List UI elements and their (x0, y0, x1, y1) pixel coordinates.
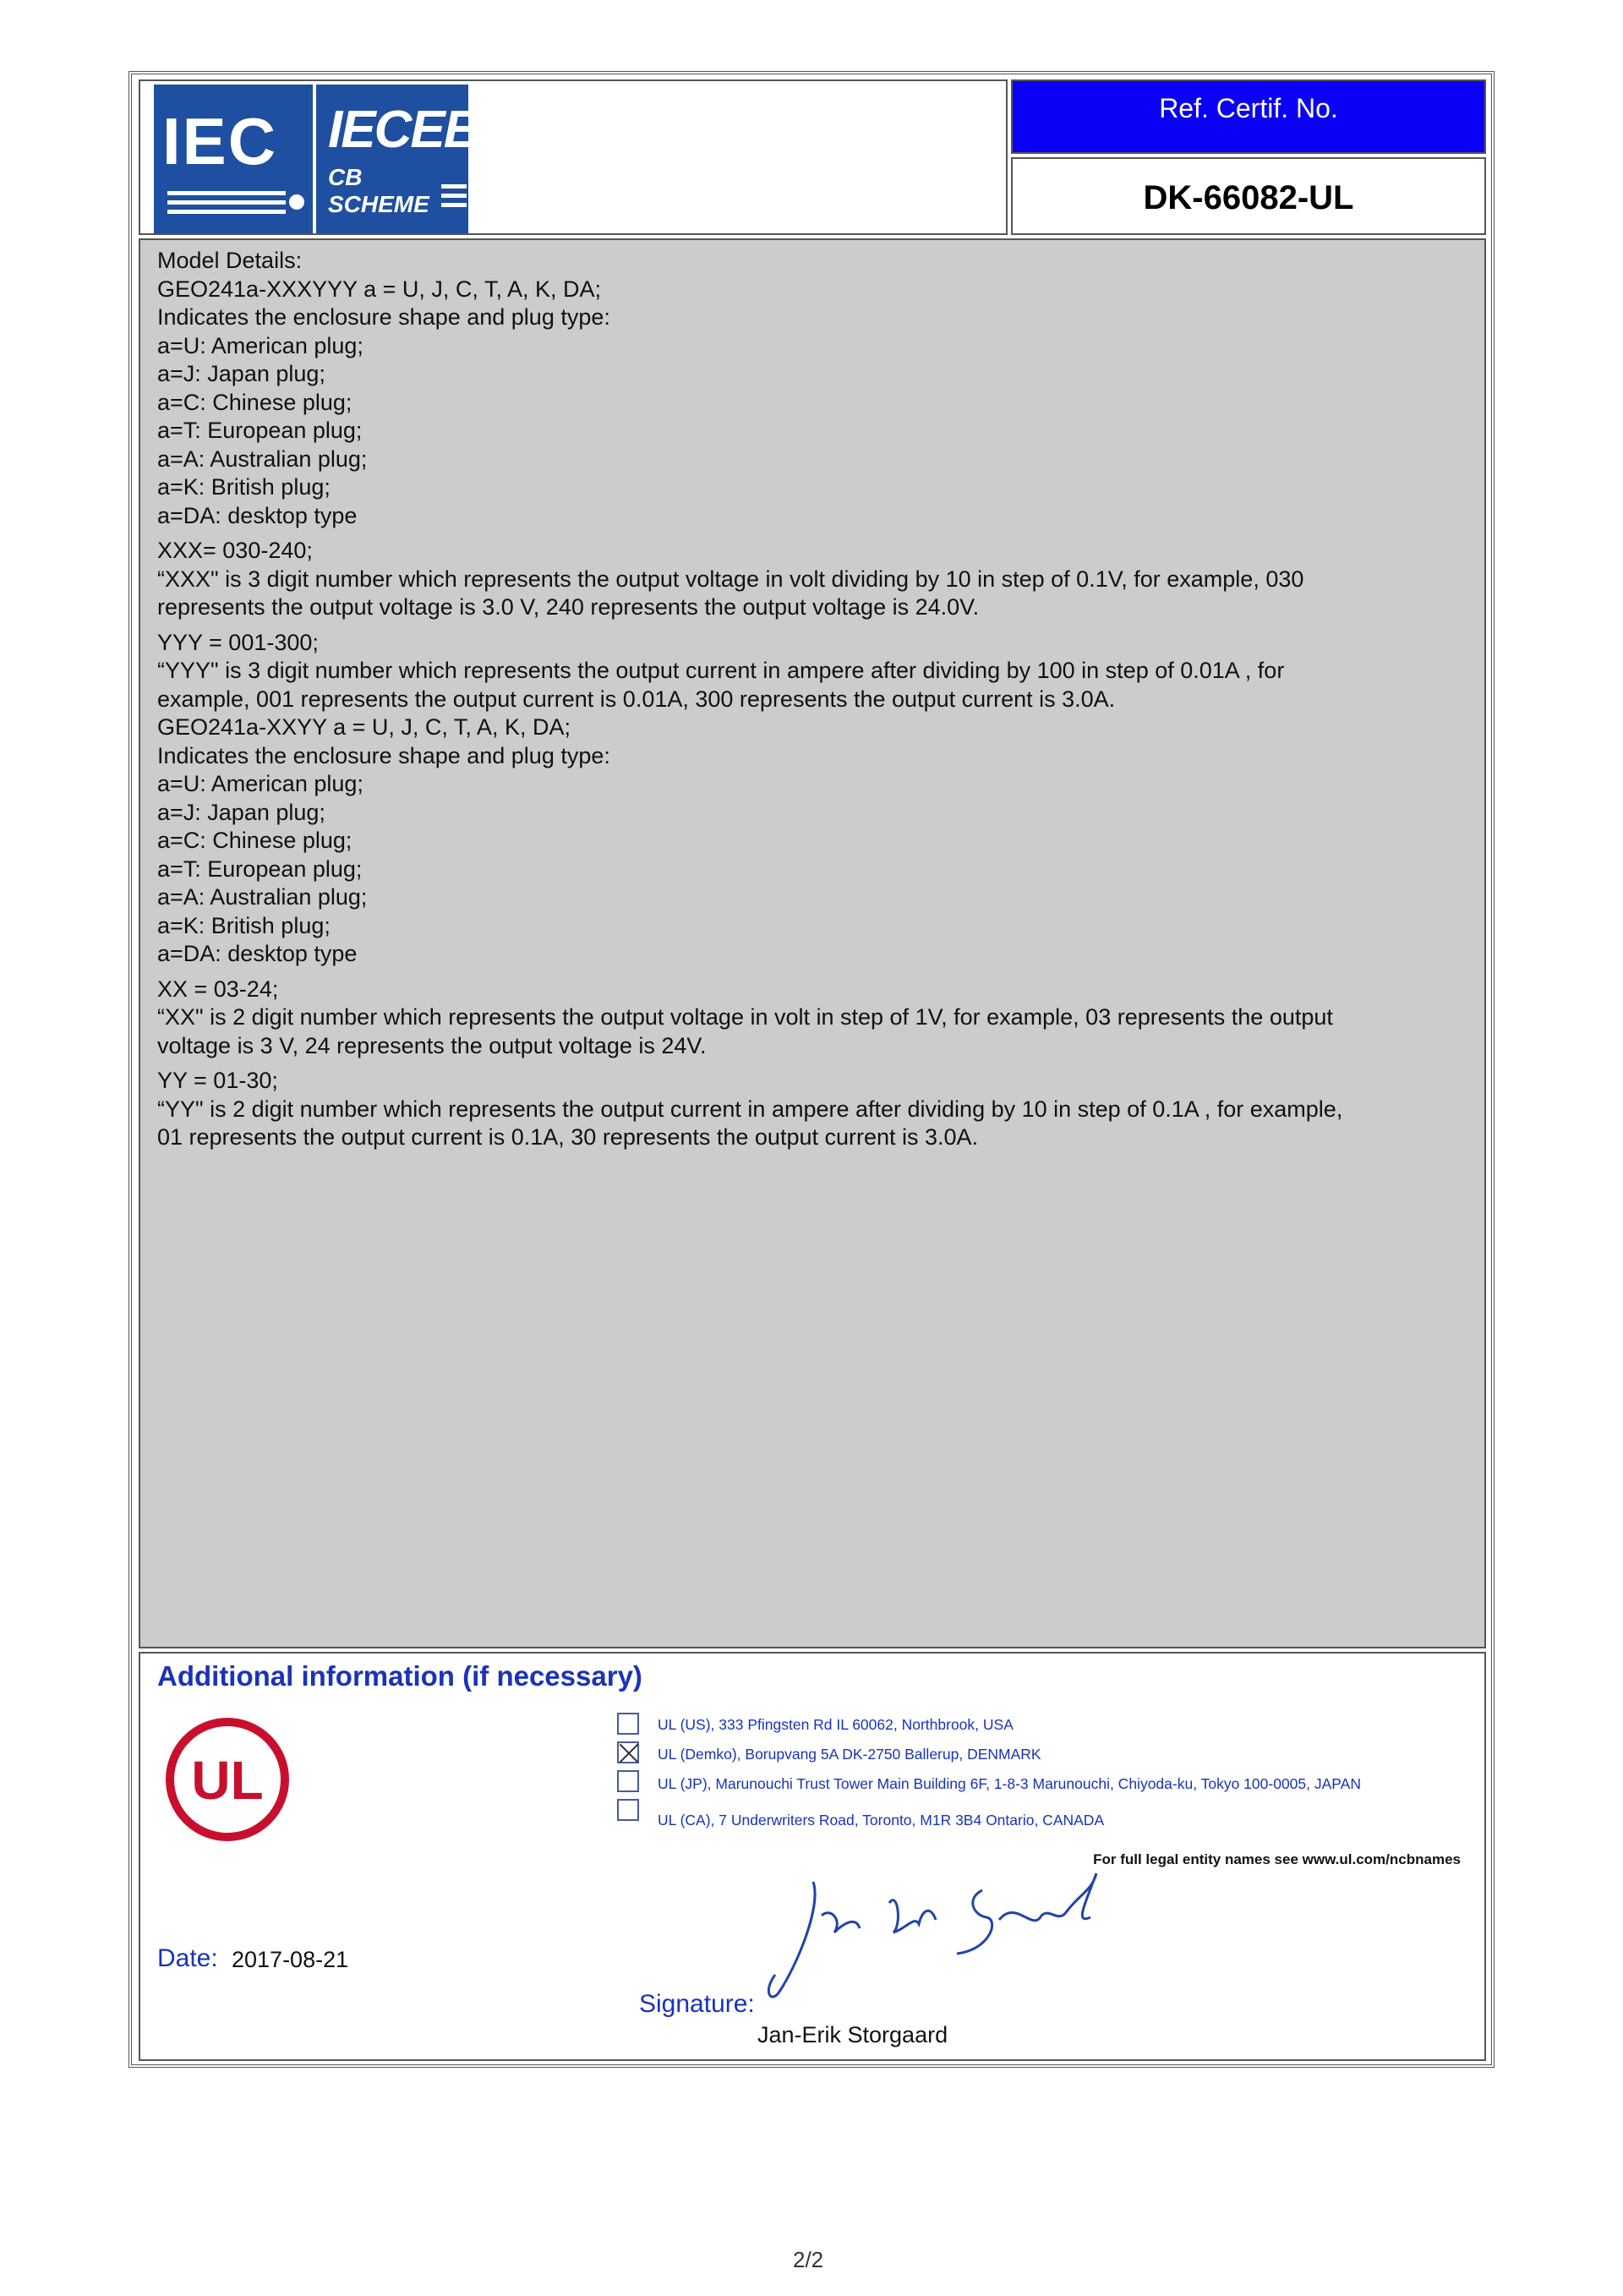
model-detail-line: Indicates the enclosure shape and plug type: (157, 742, 610, 768)
model-detail-line: “YYY" is 3 digit number which represents the output current in ampere after dividing by 100 in step of 0.01A , for (157, 658, 1285, 683)
ul-logo-icon (164, 1716, 291, 1843)
entity-checkbox-demko[interactable] (617, 1741, 639, 1763)
ul-logo-text: UL (191, 1750, 264, 1811)
model-detail-line: Model Details: (157, 248, 303, 273)
certificate-frame (128, 71, 1495, 2068)
model-detail-line: a=T: European plug; (157, 856, 363, 882)
model-detail-line: a=J: Japan plug; (157, 799, 325, 825)
model-detail-line: a=T: European plug; (157, 418, 363, 443)
model-detail-line: a=J: Japan plug; (157, 361, 325, 386)
signature-label: Signature: (639, 1990, 755, 2018)
model-detail-line: XXX= 030-240; (157, 538, 313, 563)
entity-label-us: UL (US), 333 Pfingsten Rd IL 60062, Northbrook, USA (658, 1716, 1014, 1733)
entity-label-demko: UL (Demko), Borupvang 5A DK-2750 Ballerup, DENMARK (658, 1746, 1041, 1763)
entity-label-jp: UL (JP), Marunouchi Trust Tower Main Building 6F, 1-8-3 Marunouchi, Chiyoda-ku, Tokyo 100-0005, JAPAN (658, 1775, 1361, 1792)
model-detail-line: “YY" is 2 digit number which represents the output current in ampere after dividing by 10 in step of 0.1A , for example, (157, 1096, 1343, 1122)
entity-label-ca: UL (CA), 7 Underwriters Road, Toronto, M1R 3B4 Ontario, CANADA (658, 1812, 1105, 1829)
iec-logo-text: IEC (162, 104, 278, 178)
model-detail-line: a=U: American plug; (157, 771, 363, 796)
model-detail-line: a=DA: desktop type (157, 502, 358, 528)
model-detail-line: YY = 01-30; (157, 1068, 278, 1093)
model-detail-line: a=C: Chinese plug; (157, 389, 352, 415)
model-detail-line: a=K: British plug; (157, 912, 331, 938)
legal-entity-note: For full legal entity names see www.ul.com/ncbnames (1093, 1851, 1461, 1867)
iec-logo-bars (167, 191, 286, 219)
model-details-section (139, 238, 1486, 1648)
model-detail-line: a=K: British plug; (157, 474, 331, 500)
handwritten-signature (762, 1856, 1118, 2017)
model-detail-line: voltage is 3 V, 24 represents the output voltage is 24V. (157, 1032, 707, 1058)
iec-logo (154, 85, 313, 233)
model-detail-line: “XXX" is 3 digit number which represents the output voltage in volt dividing by 10 in step of 0.1V, for example, 030 (157, 566, 1304, 592)
iecee-logo (316, 85, 478, 233)
date-label: Date: (157, 1944, 218, 1972)
page-number: 2/2 (793, 2247, 824, 2272)
model-detail-line: a=A: Australian plug; (157, 884, 368, 910)
model-detail-line: a=A: Australian plug; (157, 446, 368, 472)
logo-area (139, 79, 1008, 235)
ref-certif-label: Ref. Certif. No. (1011, 79, 1486, 154)
additional-info-section (139, 1652, 1486, 2061)
model-detail-line: a=U: American plug; (157, 332, 363, 358)
model-detail-line: 01 represents the output current is 0.1A, 30 represents the output current is 3.0A. (157, 1124, 979, 1150)
model-detail-line: GEO241a-XXXYYY a = U, J, C, T, A, K, DA; (157, 276, 601, 302)
model-detail-line: a=C: Chinese plug; (157, 828, 352, 853)
iec-logo-dot (289, 194, 304, 210)
entity-checkbox-jp[interactable] (617, 1770, 639, 1792)
entity-checkbox-us[interactable] (617, 1713, 639, 1735)
iecee-logo-scheme: SCHEME (328, 191, 429, 217)
model-detail-line: represents the output voltage is 3.0 V, 240 represents the output voltage is 24.0V. (157, 594, 980, 620)
model-detail-line: GEO241a-XXYY a = U, J, C, T, A, K, DA; (157, 714, 571, 740)
additional-info-title: Additional information (if necessary) (157, 1660, 642, 1692)
model-detail-line: example, 001 represents the output current is 0.01A, 300 represents the output current is 3.0A. (157, 686, 1116, 712)
entity-checkbox-ca[interactable] (617, 1799, 639, 1821)
model-detail-line: a=DA: desktop type (157, 941, 358, 966)
certificate-header (139, 79, 1486, 235)
iecee-logo-bars (441, 184, 467, 212)
date-value: 2017-08-21 (232, 1947, 349, 1972)
model-detail-line: Indicates the enclosure shape and plug type: (157, 304, 610, 330)
signer-name: Jan-Erik Storgaard (757, 2022, 948, 2047)
iecee-logo-text: IECEE (328, 101, 478, 159)
ref-certif-number: DK-66082-UL (1011, 157, 1486, 235)
iecee-logo-cb: CB (328, 164, 363, 190)
model-detail-line: YYY = 001-300; (157, 629, 319, 655)
model-detail-line: XX = 03-24; (157, 976, 279, 1002)
model-detail-line: “XX" is 2 digit number which represents the output voltage in volt in step of 1V, for example, 03 represents the output (157, 1004, 1333, 1030)
